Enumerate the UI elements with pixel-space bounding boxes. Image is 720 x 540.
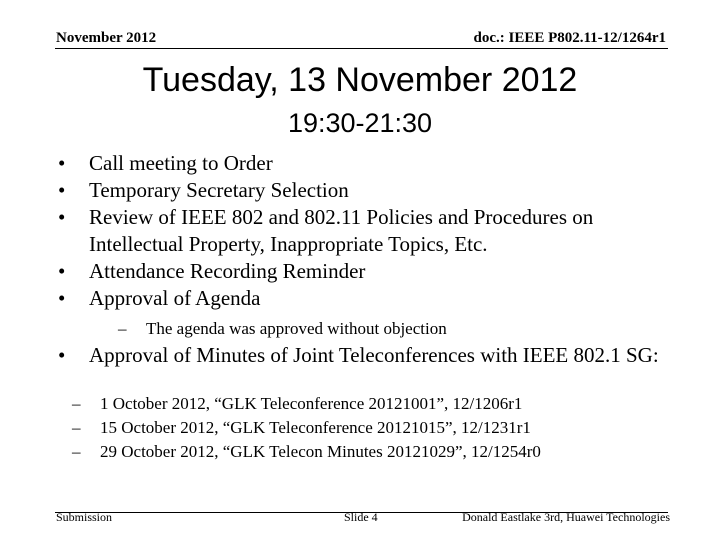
dash-icon: – <box>118 319 127 338</box>
footer-submission: Submission <box>56 510 113 524</box>
slide-title: Tuesday, 13 November 2012 <box>142 61 578 99</box>
minutes-sub-list <box>52 392 682 464</box>
dash-icon: – <box>72 394 81 413</box>
agenda-bullet-list <box>58 150 678 312</box>
header-rule <box>55 48 668 49</box>
bullet-text: Temporary Secretary Selection <box>89 178 349 202</box>
list-item <box>52 392 682 416</box>
bullet-icon: • <box>58 286 66 310</box>
bullet-text: Attendance Recording Reminder <box>89 259 366 283</box>
bullet-text: Call meeting to Order <box>89 151 273 175</box>
dash-icon: – <box>72 418 81 437</box>
header-doc-id: doc.: IEEE P802.11-12/1264r1 <box>473 30 666 46</box>
sub-item-text: 29 October 2012, “GLK Telecon Minutes 20121029”, 12/1254r0 <box>100 442 541 461</box>
bullet-text: Approval of Agenda <box>89 286 261 310</box>
bullet-icon: • <box>58 151 66 175</box>
bullet-icon: • <box>58 343 66 367</box>
sub-item-text: 15 October 2012, “GLK Teleconference 20121015”, 12/1231r1 <box>100 418 531 437</box>
slide-subtitle: 19:30-21:30 <box>287 108 433 138</box>
bullet-icon: • <box>58 259 66 283</box>
list-item <box>58 204 678 258</box>
list-item <box>58 285 678 312</box>
sub-item-text: The agenda was approved without objection <box>146 319 447 338</box>
list-item <box>58 342 678 369</box>
agenda-sub-list <box>98 317 678 341</box>
list-item <box>58 177 678 204</box>
bullet-icon: • <box>58 205 66 229</box>
list-item <box>52 440 682 464</box>
header-date: November 2012 <box>56 30 157 46</box>
list-item <box>98 317 678 341</box>
list-item <box>58 258 678 285</box>
bullet-text: Review of IEEE 802 and 802.11 Policies and Procedures on Intellectual Property, Inappropriate Topics, Etc. <box>89 205 594 256</box>
bullet-text: Approval of Minutes of Joint Teleconferences with IEEE 802.1 SG: <box>89 343 659 367</box>
footer-author: Donald Eastlake 3rd, Huawei Technologies <box>462 510 670 524</box>
footer-slide-number: Slide 4 <box>344 510 378 524</box>
dash-icon: – <box>72 442 81 461</box>
list-item <box>58 150 678 177</box>
list-item <box>52 416 682 440</box>
minutes-bullet-list <box>58 342 678 369</box>
bullet-icon: • <box>58 178 66 202</box>
sub-item-text: 1 October 2012, “GLK Teleconference 20121001”, 12/1206r1 <box>100 394 523 413</box>
